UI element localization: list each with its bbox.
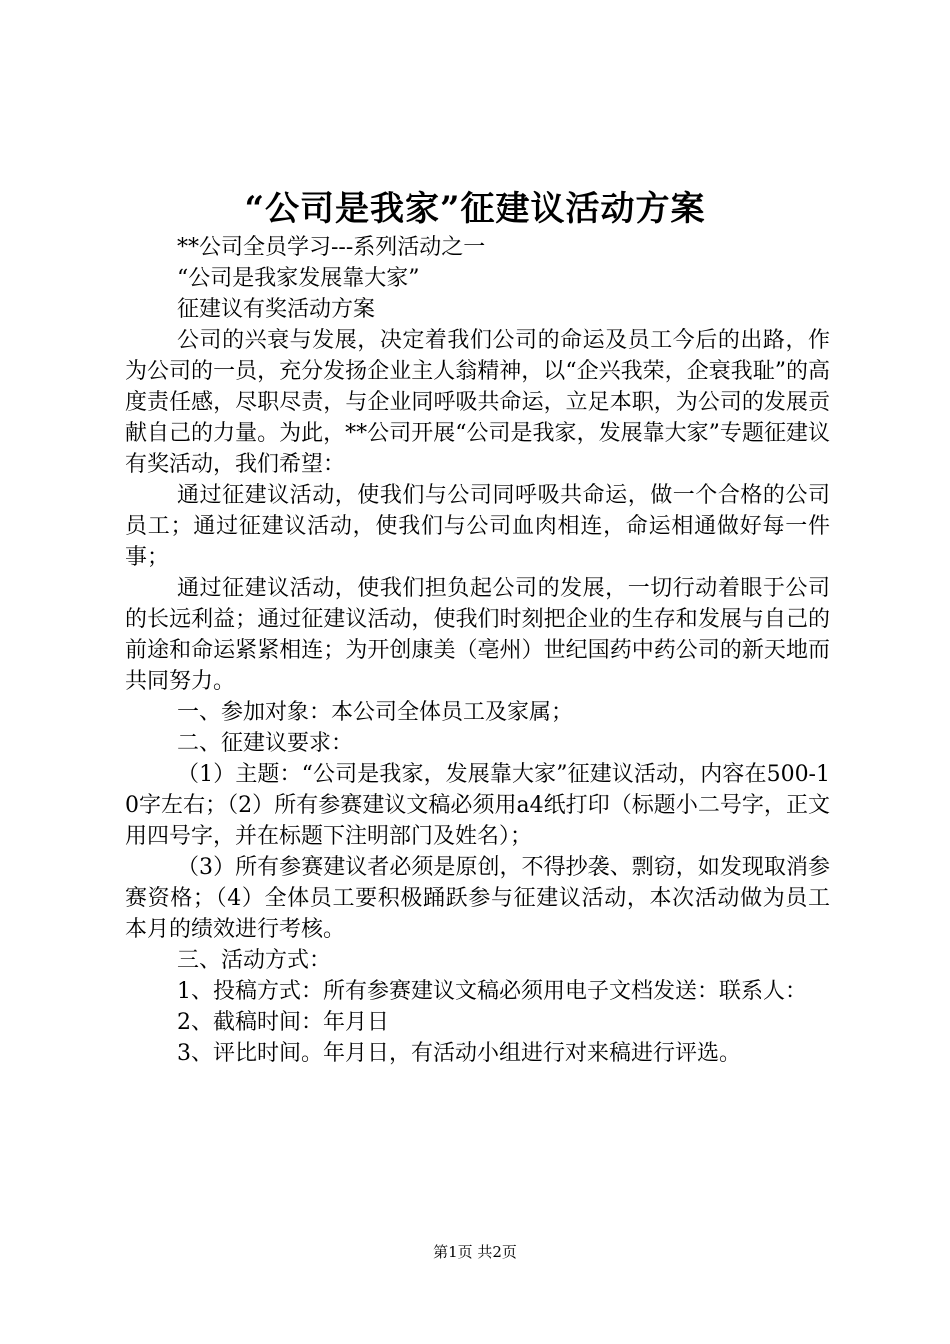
paragraph: 三、活动方式： [177,948,332,973]
page-footer: 第1页 共2页 [433,1243,517,1261]
paragraph: 一、参加对象：本公司全体员工及家属； [177,700,574,725]
paragraph: 征建议有奖活动方案 [177,297,376,322]
paragraph: （3）所有参赛建议者必须是原创，不得抄袭、剽窃，如发现取消参赛资格；（4）全体员工要积极踊跃参与征建议活动，本次活动做为员工本月的绩效进行考核。 [125,855,830,942]
document-body [125,232,830,1069]
document-title: “公司是我家”征建议活动方案 [244,189,706,229]
paragraph: 通过征建议活动，使我们与公司同呼吸共命运，做一个合格的公司员工；通过征建议活动，使我们与公司血肉相连，命运相通做好每一件事； [125,483,830,570]
paragraph: “公司是我家发展靠大家” [177,266,420,291]
paragraph: （1）主题：“公司是我家，发展靠大家”征建议活动，内容在500-10字左右；（2）所有参赛建议文稿必须用a4纸打印（标题小二号字，正文用四号字，并在标题下注明部门及姓名）； [125,762,830,849]
paragraph: 通过征建议活动，使我们担负起公司的发展，一切行动着眼于公司的长远利益；通过征建议活动，使我们时刻把企业的生存和发展与自己的前途和命运紧紧相连；为开创康美（亳州）世纪国药中药公司的新天地而共同努力。 [125,576,830,694]
paragraph: 公司的兴衰与发展，决定着我们公司的命运及员工今后的出路，作为公司的一员，充分发扬企业主人翁精神，以“企兴我荣，企衰我耻”的高度责任感，尽职尽责，与企业同呼吸共命运，立足本职，为公司的发展贡献自己的力量。为此，**公司开展“公司是我家，发展靠大家”专题征建议有奖活动，我们希望： [125,328,830,477]
paragraph: 3、评比时间。年月日，有活动小组进行对来稿进行评选。 [177,1041,741,1066]
paragraph: **公司全员学习---系列活动之一 [177,235,486,260]
paragraph: 1、投稿方式：所有参赛建议文稿必须用电子文档发送：联系人： [177,979,807,1004]
paragraph: 二、征建议要求： [177,731,354,756]
paragraph: 2、截稿时间：年月日 [177,1010,389,1035]
